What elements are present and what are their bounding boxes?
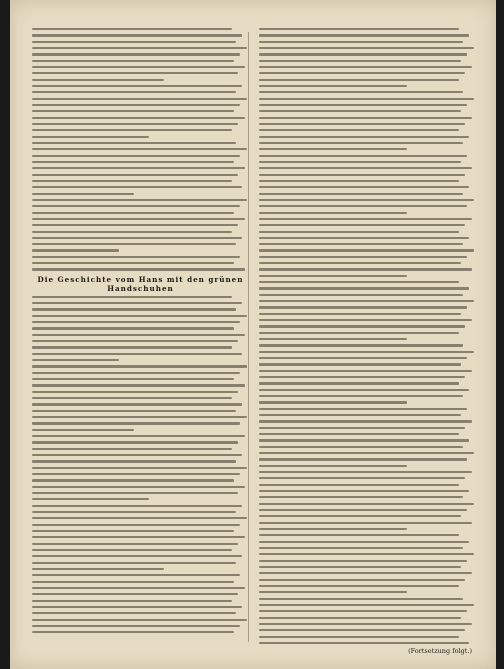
text-line bbox=[32, 606, 242, 608]
text-line bbox=[32, 416, 247, 418]
text-line bbox=[259, 212, 407, 214]
text-line bbox=[259, 490, 469, 492]
text-line bbox=[259, 117, 472, 119]
right-column bbox=[259, 28, 476, 646]
text-line bbox=[32, 441, 238, 443]
text-line bbox=[32, 334, 245, 336]
text-line bbox=[32, 249, 119, 251]
text-line bbox=[259, 180, 459, 182]
text-line bbox=[32, 359, 119, 361]
text-line bbox=[259, 148, 407, 150]
text-line bbox=[259, 205, 467, 207]
text-line bbox=[32, 340, 238, 342]
text-line bbox=[259, 617, 461, 619]
text-line bbox=[259, 199, 474, 201]
text-line bbox=[259, 243, 463, 245]
text-line bbox=[32, 568, 164, 570]
text-line bbox=[32, 212, 234, 214]
text-line bbox=[259, 522, 472, 524]
text-line bbox=[259, 218, 472, 220]
text-line bbox=[259, 389, 469, 391]
text-line bbox=[259, 458, 467, 460]
text-line bbox=[259, 642, 469, 644]
text-line bbox=[259, 268, 472, 270]
text-line bbox=[32, 372, 240, 374]
text-line bbox=[32, 517, 247, 519]
text-line bbox=[32, 110, 234, 112]
text-line bbox=[259, 338, 407, 340]
text-line bbox=[259, 414, 461, 416]
text-line bbox=[32, 429, 134, 431]
text-line bbox=[32, 41, 236, 43]
text-line bbox=[32, 549, 232, 551]
scan-border-left bbox=[0, 0, 10, 669]
text-line bbox=[32, 136, 149, 138]
text-line bbox=[259, 344, 463, 346]
text-line bbox=[32, 346, 232, 348]
text-line bbox=[259, 47, 474, 49]
text-line bbox=[32, 47, 247, 49]
document-page bbox=[10, 0, 496, 669]
text-line bbox=[32, 28, 232, 30]
text-line bbox=[259, 553, 474, 555]
text-line bbox=[259, 503, 474, 505]
text-line bbox=[32, 85, 242, 87]
text-line bbox=[259, 496, 463, 498]
text-line bbox=[259, 275, 407, 277]
text-line bbox=[32, 161, 234, 163]
text-line bbox=[259, 300, 474, 302]
text-line bbox=[32, 104, 240, 106]
text-line bbox=[32, 473, 240, 475]
text-line bbox=[32, 91, 236, 93]
text-line bbox=[259, 53, 467, 55]
text-line bbox=[259, 420, 472, 422]
text-line bbox=[32, 625, 240, 627]
text-line bbox=[32, 435, 245, 437]
text-line bbox=[259, 98, 474, 100]
text-line bbox=[32, 353, 242, 355]
text-line bbox=[259, 484, 459, 486]
text-line bbox=[259, 294, 463, 296]
text-line bbox=[32, 60, 234, 62]
text-line bbox=[32, 129, 232, 131]
text-line bbox=[259, 224, 465, 226]
text-line bbox=[32, 365, 247, 367]
text-line bbox=[259, 408, 467, 410]
text-line bbox=[32, 199, 247, 201]
text-line bbox=[259, 636, 459, 638]
text-line bbox=[259, 142, 463, 144]
text-line bbox=[32, 410, 236, 412]
text-line bbox=[32, 123, 238, 125]
text-line bbox=[259, 591, 407, 593]
text-line bbox=[32, 581, 234, 583]
text-line bbox=[32, 631, 234, 633]
text-line bbox=[32, 327, 234, 329]
text-line bbox=[259, 534, 459, 536]
text-line bbox=[32, 53, 240, 55]
text-line bbox=[32, 454, 242, 456]
text-line bbox=[32, 384, 245, 386]
text-line bbox=[32, 243, 236, 245]
text-line bbox=[32, 524, 240, 526]
text-line bbox=[32, 117, 245, 119]
text-line bbox=[32, 391, 238, 393]
text-line bbox=[259, 585, 459, 587]
text-line bbox=[259, 376, 465, 378]
text-line bbox=[259, 104, 467, 106]
text-line bbox=[259, 528, 407, 530]
text-line bbox=[259, 256, 467, 258]
text-line bbox=[32, 511, 236, 513]
text-line bbox=[259, 237, 469, 239]
text-line bbox=[259, 110, 461, 112]
text-line bbox=[259, 91, 463, 93]
text-line bbox=[32, 448, 232, 450]
text-line bbox=[32, 180, 232, 182]
text-line bbox=[32, 530, 234, 532]
text-line bbox=[32, 378, 234, 380]
text-line bbox=[32, 479, 234, 481]
text-line bbox=[259, 509, 467, 511]
text-line bbox=[259, 547, 463, 549]
text-line bbox=[32, 237, 242, 239]
text-line bbox=[259, 395, 463, 397]
text-line bbox=[32, 34, 242, 36]
text-line bbox=[259, 541, 469, 543]
text-line bbox=[259, 136, 469, 138]
section-heading: Die Geschichte vom Hans mit den grünen Handschuhen bbox=[37, 274, 244, 293]
text-line bbox=[259, 439, 469, 441]
text-line bbox=[259, 598, 463, 600]
text-line bbox=[259, 306, 467, 308]
text-line bbox=[32, 186, 242, 188]
continuation-note: (Fortsetzung folgt.) bbox=[408, 647, 472, 655]
text-line bbox=[259, 446, 463, 448]
text-line bbox=[259, 610, 467, 612]
text-line bbox=[259, 281, 459, 283]
text-line bbox=[259, 604, 474, 606]
text-line bbox=[32, 193, 134, 195]
text-line bbox=[32, 536, 245, 538]
text-line bbox=[259, 433, 459, 435]
scan-border-right bbox=[496, 0, 504, 669]
text-line bbox=[259, 572, 472, 574]
text-line bbox=[32, 397, 232, 399]
text-line bbox=[259, 382, 459, 384]
text-line bbox=[259, 629, 465, 631]
text-line bbox=[259, 41, 463, 43]
text-line bbox=[259, 34, 469, 36]
text-line bbox=[259, 28, 459, 30]
text-line bbox=[32, 460, 236, 462]
text-line bbox=[259, 66, 472, 68]
text-line bbox=[32, 231, 232, 233]
text-line bbox=[32, 66, 245, 68]
text-line bbox=[32, 593, 238, 595]
text-line bbox=[259, 129, 459, 131]
text-line bbox=[32, 574, 240, 576]
text-line bbox=[259, 231, 459, 233]
text-line bbox=[32, 155, 240, 157]
text-line bbox=[32, 296, 232, 298]
text-line bbox=[259, 313, 461, 315]
text-line bbox=[32, 498, 149, 500]
text-line bbox=[32, 142, 236, 144]
text-line bbox=[259, 471, 472, 473]
text-line bbox=[259, 579, 465, 581]
text-line bbox=[32, 302, 242, 304]
text-line bbox=[32, 256, 240, 258]
text-line bbox=[259, 357, 467, 359]
text-line bbox=[259, 60, 461, 62]
text-line bbox=[32, 72, 238, 74]
text-line bbox=[259, 249, 474, 251]
text-line bbox=[259, 167, 472, 169]
text-line bbox=[32, 167, 245, 169]
text-line bbox=[32, 486, 245, 488]
text-line bbox=[259, 477, 465, 479]
text-line bbox=[259, 332, 459, 334]
text-line bbox=[259, 287, 469, 289]
text-line bbox=[32, 262, 234, 264]
text-line bbox=[32, 467, 247, 469]
text-line bbox=[32, 403, 242, 405]
text-line bbox=[32, 587, 245, 589]
text-line bbox=[32, 505, 242, 507]
text-columns bbox=[32, 28, 476, 646]
text-line bbox=[32, 555, 242, 557]
text-line bbox=[259, 155, 467, 157]
text-line bbox=[32, 562, 236, 564]
text-line bbox=[259, 123, 465, 125]
text-line bbox=[259, 452, 474, 454]
text-line bbox=[32, 98, 247, 100]
text-line bbox=[32, 321, 240, 323]
text-line bbox=[259, 351, 474, 353]
text-line bbox=[32, 612, 236, 614]
text-line bbox=[32, 308, 236, 310]
text-line bbox=[259, 186, 469, 188]
text-line bbox=[259, 193, 463, 195]
text-line bbox=[259, 319, 472, 321]
text-line bbox=[259, 465, 407, 467]
text-line bbox=[259, 401, 407, 403]
text-line bbox=[32, 315, 247, 317]
text-line bbox=[259, 174, 465, 176]
text-line bbox=[259, 515, 461, 517]
text-line bbox=[32, 268, 245, 270]
text-line bbox=[259, 262, 461, 264]
text-line bbox=[259, 560, 467, 562]
text-line bbox=[259, 370, 472, 372]
text-line bbox=[32, 205, 240, 207]
text-line bbox=[259, 623, 472, 625]
text-line bbox=[259, 85, 407, 87]
text-line bbox=[259, 79, 459, 81]
text-line bbox=[32, 600, 232, 602]
text-line bbox=[32, 543, 238, 545]
text-line bbox=[32, 218, 245, 220]
text-line bbox=[259, 161, 461, 163]
text-line bbox=[259, 363, 461, 365]
text-line bbox=[259, 72, 465, 74]
text-line bbox=[32, 79, 164, 81]
left-column bbox=[32, 28, 249, 646]
text-line bbox=[32, 148, 247, 150]
text-line bbox=[259, 325, 465, 327]
text-line bbox=[32, 174, 238, 176]
text-line bbox=[32, 619, 247, 621]
text-line bbox=[259, 427, 465, 429]
text-line bbox=[32, 422, 240, 424]
text-line bbox=[32, 224, 238, 226]
text-line bbox=[32, 492, 238, 494]
text-line bbox=[259, 566, 461, 568]
